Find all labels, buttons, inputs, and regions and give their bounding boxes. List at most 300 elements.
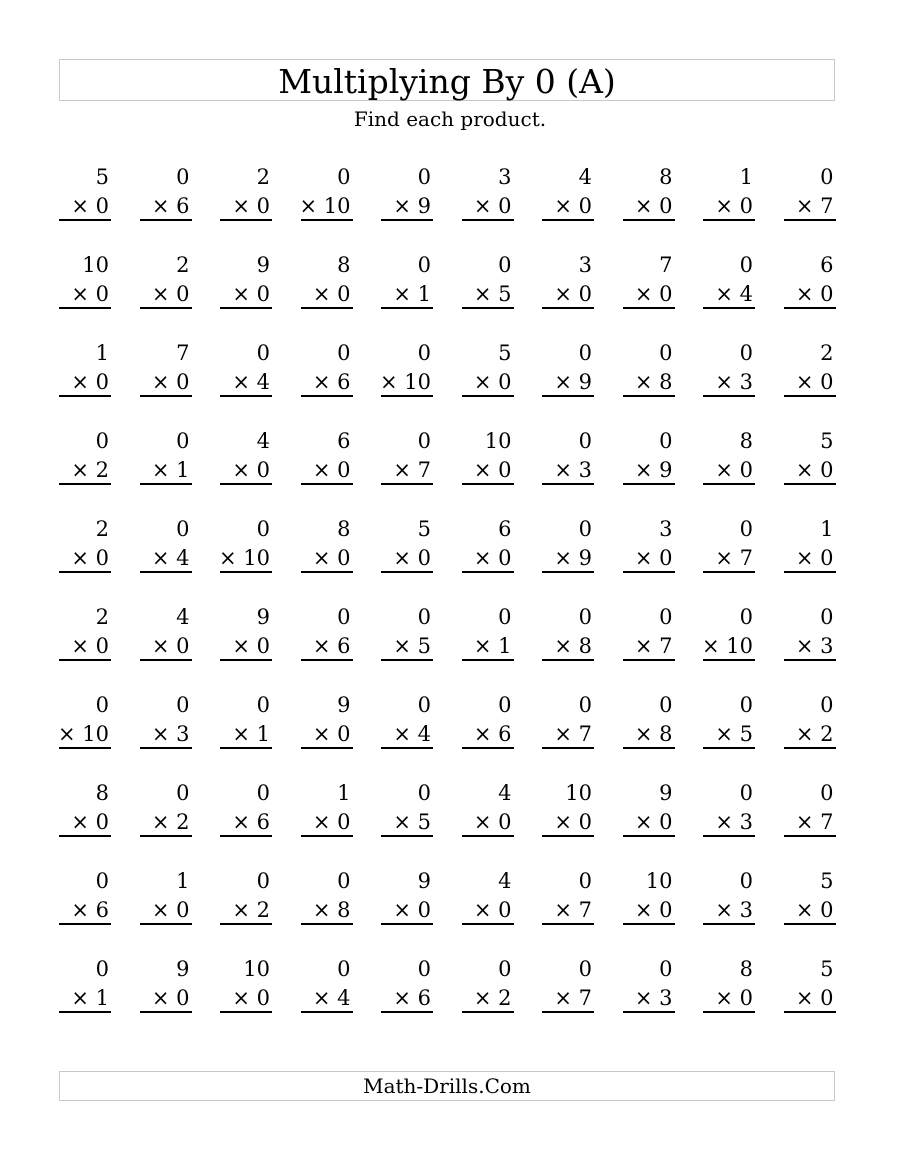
answer-line bbox=[59, 659, 111, 661]
multiplier: × 9 bbox=[634, 458, 673, 482]
multiplier: × 1 bbox=[232, 722, 270, 746]
multiplicand: 5 bbox=[417, 517, 431, 541]
multiplicand: 6 bbox=[337, 429, 351, 453]
multiplier: × 7 bbox=[795, 194, 834, 218]
answer-line bbox=[542, 1011, 594, 1013]
multiplicand: 4 bbox=[498, 869, 512, 893]
answer-line bbox=[301, 307, 353, 309]
multiplier: × 8 bbox=[312, 898, 351, 922]
multiplicand: 9 bbox=[337, 693, 351, 717]
multiplicand: 0 bbox=[337, 869, 351, 893]
answer-line bbox=[623, 659, 675, 661]
problem bbox=[462, 162, 514, 232]
multiplicand: 3 bbox=[578, 253, 592, 277]
problem bbox=[623, 514, 675, 584]
problem bbox=[140, 514, 192, 584]
answer-line bbox=[59, 395, 111, 397]
problem bbox=[784, 338, 836, 408]
multiplicand: 0 bbox=[739, 781, 753, 805]
multiplier: × 0 bbox=[715, 458, 753, 482]
answer-line bbox=[623, 571, 675, 573]
multiplier: × 0 bbox=[634, 810, 673, 834]
answer-line bbox=[623, 923, 675, 925]
answer-line bbox=[462, 1011, 514, 1013]
multiplier: × 0 bbox=[554, 194, 592, 218]
answer-line bbox=[220, 1011, 272, 1013]
multiplier: × 4 bbox=[393, 722, 431, 746]
answer-line bbox=[784, 395, 836, 397]
multiplicand: 7 bbox=[659, 253, 673, 277]
problem bbox=[301, 778, 353, 848]
multiplicand: 0 bbox=[256, 341, 270, 365]
multiplicand: 0 bbox=[578, 605, 592, 629]
multiplicand: 0 bbox=[739, 517, 753, 541]
multiplier: × 6 bbox=[71, 898, 109, 922]
multiplier: × 10 bbox=[58, 722, 109, 746]
multiplier: × 0 bbox=[554, 810, 592, 834]
answer-line bbox=[784, 923, 836, 925]
problem bbox=[703, 690, 755, 760]
multiplicand: 9 bbox=[256, 605, 270, 629]
multiplier: × 1 bbox=[393, 282, 431, 306]
answer-line bbox=[59, 307, 111, 309]
answer-line bbox=[140, 483, 192, 485]
answer-line bbox=[301, 1011, 353, 1013]
problem bbox=[140, 250, 192, 320]
multiplicand: 3 bbox=[659, 517, 673, 541]
multiplier: × 0 bbox=[232, 194, 270, 218]
multiplier: × 3 bbox=[554, 458, 592, 482]
multiplier: × 0 bbox=[473, 898, 512, 922]
problem bbox=[542, 426, 594, 496]
multiplicand: 0 bbox=[659, 429, 673, 453]
answer-line bbox=[301, 571, 353, 573]
problem bbox=[59, 338, 111, 408]
problem-row bbox=[59, 866, 839, 946]
multiplicand: 8 bbox=[337, 517, 351, 541]
problem bbox=[784, 162, 836, 232]
problem bbox=[301, 602, 353, 672]
problem bbox=[542, 690, 594, 760]
answer-line bbox=[623, 747, 675, 749]
problem bbox=[220, 690, 272, 760]
answer-line bbox=[140, 219, 192, 221]
answer-line bbox=[381, 923, 433, 925]
multiplicand: 2 bbox=[176, 253, 190, 277]
multiplicand: 0 bbox=[578, 693, 592, 717]
problem bbox=[59, 514, 111, 584]
multiplicand: 0 bbox=[578, 957, 592, 981]
multiplier: × 7 bbox=[393, 458, 431, 482]
multiplier: × 3 bbox=[634, 986, 673, 1010]
problem bbox=[462, 602, 514, 672]
answer-line bbox=[623, 483, 675, 485]
problem bbox=[703, 778, 755, 848]
multiplier: × 4 bbox=[151, 546, 190, 570]
multiplier: × 0 bbox=[151, 282, 190, 306]
multiplier: × 0 bbox=[312, 282, 351, 306]
multiplier: × 0 bbox=[795, 986, 834, 1010]
multiplier: × 1 bbox=[151, 458, 190, 482]
answer-line bbox=[462, 747, 514, 749]
multiplier: × 9 bbox=[554, 546, 592, 570]
problem bbox=[703, 602, 755, 672]
answer-line bbox=[703, 219, 755, 221]
answer-line bbox=[301, 659, 353, 661]
answer-line bbox=[542, 571, 594, 573]
multiplier: × 0 bbox=[312, 458, 351, 482]
multiplier: × 6 bbox=[151, 194, 190, 218]
multiplicand: 1 bbox=[176, 869, 190, 893]
multiplier: × 0 bbox=[232, 986, 270, 1010]
multiplier: × 0 bbox=[634, 194, 673, 218]
problem bbox=[623, 690, 675, 760]
multiplier: × 0 bbox=[715, 986, 753, 1010]
problem bbox=[381, 602, 433, 672]
problem bbox=[59, 954, 111, 1024]
multiplier: × 6 bbox=[232, 810, 270, 834]
multiplicand: 0 bbox=[417, 781, 431, 805]
answer-line bbox=[462, 307, 514, 309]
multiplier: × 0 bbox=[71, 282, 109, 306]
multiplicand: 0 bbox=[739, 869, 753, 893]
multiplicand: 0 bbox=[578, 341, 592, 365]
problem bbox=[301, 690, 353, 760]
answer-line bbox=[623, 395, 675, 397]
multiplier: × 2 bbox=[151, 810, 190, 834]
multiplicand: 0 bbox=[659, 605, 673, 629]
problem bbox=[140, 866, 192, 936]
answer-line bbox=[462, 219, 514, 221]
multiplier: × 10 bbox=[702, 634, 753, 658]
multiplicand: 9 bbox=[659, 781, 673, 805]
multiplicand: 0 bbox=[417, 341, 431, 365]
problem bbox=[220, 514, 272, 584]
problem-row bbox=[59, 250, 839, 330]
problem bbox=[542, 866, 594, 936]
problem bbox=[220, 250, 272, 320]
multiplier: × 5 bbox=[715, 722, 753, 746]
multiplicand: 0 bbox=[337, 165, 351, 189]
multiplier: × 0 bbox=[634, 282, 673, 306]
multiplier: × 3 bbox=[795, 634, 834, 658]
multiplier: × 3 bbox=[715, 810, 753, 834]
problem bbox=[220, 954, 272, 1024]
answer-line bbox=[703, 923, 755, 925]
problem-row bbox=[59, 162, 839, 242]
answer-line bbox=[220, 659, 272, 661]
problem bbox=[462, 954, 514, 1024]
multiplicand: 0 bbox=[739, 693, 753, 717]
problem bbox=[784, 778, 836, 848]
problem bbox=[381, 162, 433, 232]
multiplicand: 0 bbox=[337, 341, 351, 365]
multiplicand: 0 bbox=[337, 605, 351, 629]
problem bbox=[462, 778, 514, 848]
multiplier: × 0 bbox=[795, 282, 834, 306]
instructions: Find each product. bbox=[353, 107, 547, 131]
multiplier: × 0 bbox=[71, 810, 109, 834]
problem bbox=[301, 250, 353, 320]
multiplier: × 1 bbox=[473, 634, 512, 658]
multiplier: × 3 bbox=[151, 722, 190, 746]
multiplier: × 10 bbox=[380, 370, 431, 394]
multiplicand: 5 bbox=[820, 429, 834, 453]
answer-line bbox=[220, 483, 272, 485]
multiplicand: 0 bbox=[337, 957, 351, 981]
problem-row bbox=[59, 514, 839, 594]
problem bbox=[59, 690, 111, 760]
problem bbox=[381, 690, 433, 760]
multiplicand: 0 bbox=[95, 957, 109, 981]
multiplicand: 0 bbox=[256, 869, 270, 893]
multiplicand: 9 bbox=[176, 957, 190, 981]
answer-line bbox=[623, 219, 675, 221]
multiplier: × 1 bbox=[71, 986, 109, 1010]
problem bbox=[542, 250, 594, 320]
problem bbox=[542, 602, 594, 672]
answer-line bbox=[220, 747, 272, 749]
multiplicand: 10 bbox=[243, 957, 270, 981]
problem bbox=[220, 162, 272, 232]
multiplicand: 0 bbox=[95, 869, 109, 893]
multiplicand: 0 bbox=[659, 341, 673, 365]
answer-line bbox=[301, 483, 353, 485]
answer-line bbox=[59, 219, 111, 221]
problem bbox=[623, 778, 675, 848]
multiplicand: 8 bbox=[659, 165, 673, 189]
multiplicand: 0 bbox=[256, 693, 270, 717]
multiplicand: 4 bbox=[256, 429, 270, 453]
answer-line bbox=[301, 747, 353, 749]
multiplier: × 9 bbox=[554, 370, 592, 394]
multiplier: × 0 bbox=[71, 370, 109, 394]
multiplier: × 0 bbox=[393, 898, 431, 922]
multiplier: × 8 bbox=[554, 634, 592, 658]
problem bbox=[784, 866, 836, 936]
problem bbox=[703, 514, 755, 584]
problem bbox=[59, 602, 111, 672]
problem bbox=[381, 778, 433, 848]
multiplier: × 0 bbox=[473, 370, 512, 394]
multiplicand: 5 bbox=[95, 165, 109, 189]
multiplicand: 0 bbox=[417, 605, 431, 629]
problem bbox=[542, 954, 594, 1024]
multiplier: × 7 bbox=[795, 810, 834, 834]
multiplier: × 0 bbox=[151, 898, 190, 922]
problem bbox=[703, 866, 755, 936]
answer-line bbox=[220, 835, 272, 837]
multiplier: × 2 bbox=[795, 722, 834, 746]
answer-line bbox=[140, 1011, 192, 1013]
problem bbox=[462, 338, 514, 408]
problem-row bbox=[59, 778, 839, 858]
answer-line bbox=[220, 571, 272, 573]
problem-row bbox=[59, 602, 839, 682]
multiplier: × 0 bbox=[795, 370, 834, 394]
multiplier: × 0 bbox=[473, 458, 512, 482]
answer-line bbox=[140, 307, 192, 309]
answer-line bbox=[542, 219, 594, 221]
problem bbox=[220, 338, 272, 408]
multiplicand: 0 bbox=[498, 957, 512, 981]
multiplier: × 8 bbox=[634, 722, 673, 746]
multiplier: × 5 bbox=[393, 634, 431, 658]
multiplicand: 0 bbox=[578, 869, 592, 893]
problem bbox=[703, 954, 755, 1024]
multiplier: × 0 bbox=[71, 194, 109, 218]
multiplier: × 10 bbox=[219, 546, 270, 570]
multiplier: × 0 bbox=[795, 458, 834, 482]
multiplicand: 9 bbox=[417, 869, 431, 893]
answer-line bbox=[784, 747, 836, 749]
answer-line bbox=[703, 747, 755, 749]
multiplier: × 0 bbox=[715, 194, 753, 218]
problem bbox=[623, 954, 675, 1024]
multiplier: × 0 bbox=[71, 634, 109, 658]
multiplicand: 5 bbox=[498, 341, 512, 365]
problem bbox=[784, 690, 836, 760]
multiplicand: 0 bbox=[498, 693, 512, 717]
multiplicand: 8 bbox=[739, 429, 753, 453]
multiplicand: 0 bbox=[820, 605, 834, 629]
problem bbox=[623, 866, 675, 936]
problem bbox=[381, 954, 433, 1024]
answer-line bbox=[140, 395, 192, 397]
answer-line bbox=[784, 1011, 836, 1013]
multiplicand: 0 bbox=[95, 693, 109, 717]
answer-line bbox=[623, 307, 675, 309]
multiplicand: 0 bbox=[659, 957, 673, 981]
multiplicand: 2 bbox=[95, 517, 109, 541]
problem bbox=[784, 426, 836, 496]
problem bbox=[784, 514, 836, 584]
multiplier: × 3 bbox=[715, 370, 753, 394]
answer-line bbox=[703, 571, 755, 573]
problem bbox=[462, 866, 514, 936]
answer-line bbox=[59, 747, 111, 749]
multiplicand: 0 bbox=[659, 693, 673, 717]
answer-line bbox=[220, 219, 272, 221]
multiplier: × 7 bbox=[554, 986, 592, 1010]
problem bbox=[542, 778, 594, 848]
multiplicand: 10 bbox=[484, 429, 512, 453]
answer-line bbox=[140, 747, 192, 749]
problem bbox=[59, 162, 111, 232]
problem-row bbox=[59, 954, 839, 1034]
multiplier: × 2 bbox=[71, 458, 109, 482]
problem bbox=[623, 426, 675, 496]
multiplicand: 0 bbox=[176, 429, 190, 453]
multiplier: × 7 bbox=[554, 898, 592, 922]
multiplicand: 10 bbox=[82, 253, 109, 277]
multiplicand: 3 bbox=[498, 165, 512, 189]
multiplicand: 9 bbox=[256, 253, 270, 277]
multiplicand: 4 bbox=[176, 605, 190, 629]
problem bbox=[220, 778, 272, 848]
answer-line bbox=[381, 659, 433, 661]
multiplier: × 0 bbox=[232, 282, 270, 306]
footer-brand: Math-Drills.Com bbox=[363, 1074, 531, 1098]
multiplicand: 8 bbox=[739, 957, 753, 981]
answer-line bbox=[784, 307, 836, 309]
footer-box bbox=[59, 1071, 835, 1101]
multiplicand: 2 bbox=[95, 605, 109, 629]
problem bbox=[59, 250, 111, 320]
answer-line bbox=[703, 835, 755, 837]
answer-line bbox=[784, 835, 836, 837]
answer-line bbox=[703, 395, 755, 397]
answer-line bbox=[542, 835, 594, 837]
multiplicand: 0 bbox=[95, 429, 109, 453]
problem-row bbox=[59, 426, 839, 506]
multiplicand: 1 bbox=[739, 165, 753, 189]
multiplier: × 4 bbox=[715, 282, 753, 306]
problem bbox=[140, 162, 192, 232]
problem bbox=[301, 426, 353, 496]
multiplier: × 0 bbox=[232, 634, 270, 658]
problem bbox=[381, 866, 433, 936]
problem bbox=[140, 426, 192, 496]
answer-line bbox=[140, 923, 192, 925]
multiplier: × 0 bbox=[71, 546, 109, 570]
multiplicand: 8 bbox=[337, 253, 351, 277]
problem bbox=[140, 602, 192, 672]
multiplier: × 0 bbox=[473, 810, 512, 834]
problem bbox=[703, 250, 755, 320]
problem bbox=[59, 426, 111, 496]
multiplicand: 0 bbox=[417, 165, 431, 189]
multiplier: × 0 bbox=[232, 458, 270, 482]
multiplicand: 0 bbox=[176, 781, 190, 805]
multiplier: × 4 bbox=[232, 370, 270, 394]
multiplier: × 8 bbox=[634, 370, 673, 394]
answer-line bbox=[381, 571, 433, 573]
answer-line bbox=[462, 483, 514, 485]
multiplier: × 10 bbox=[299, 194, 351, 218]
problem bbox=[703, 162, 755, 232]
multiplier: × 6 bbox=[312, 634, 351, 658]
problem bbox=[784, 954, 836, 1024]
multiplicand: 0 bbox=[176, 517, 190, 541]
problem bbox=[462, 250, 514, 320]
multiplier: × 6 bbox=[473, 722, 512, 746]
answer-line bbox=[59, 835, 111, 837]
multiplier: × 0 bbox=[312, 722, 351, 746]
problem bbox=[784, 250, 836, 320]
answer-line bbox=[542, 307, 594, 309]
multiplicand: 0 bbox=[256, 517, 270, 541]
answer-line bbox=[59, 483, 111, 485]
answer-line bbox=[59, 571, 111, 573]
multiplicand: 0 bbox=[176, 693, 190, 717]
multiplicand: 1 bbox=[820, 517, 834, 541]
answer-line bbox=[381, 483, 433, 485]
multiplicand: 0 bbox=[739, 253, 753, 277]
multiplicand: 1 bbox=[337, 781, 351, 805]
answer-line bbox=[140, 571, 192, 573]
multiplicand: 5 bbox=[820, 957, 834, 981]
problem bbox=[784, 602, 836, 672]
page-title: Multiplying By 0 (A) bbox=[278, 62, 616, 101]
answer-line bbox=[703, 307, 755, 309]
multiplicand: 2 bbox=[820, 341, 834, 365]
multiplier: × 0 bbox=[473, 546, 512, 570]
answer-line bbox=[462, 835, 514, 837]
multiplier: × 0 bbox=[634, 898, 673, 922]
answer-line bbox=[542, 395, 594, 397]
problem bbox=[220, 866, 272, 936]
